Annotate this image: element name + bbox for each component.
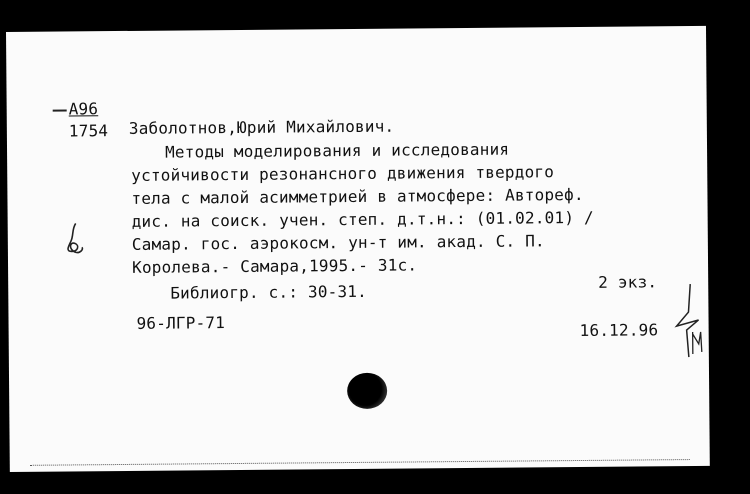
- registration-number: 96-ЛГР-71: [136, 313, 226, 333]
- handwritten-signature-icon: [668, 282, 705, 362]
- stamp-date: 16.12.96: [579, 320, 659, 341]
- copies-count: 2 экз.: [598, 272, 658, 292]
- ink-blot: [347, 373, 387, 409]
- title-line: дис. на соиск. учен. степ. д.т.н.: (01.02.01) /: [131, 207, 594, 231]
- title-line: Методы моделирования и исследования: [164, 139, 510, 162]
- title-line: тела с малой асимметрией в атмосфере: Автореф.: [131, 184, 584, 208]
- author-heading: Заболотнов,Юрий Михайлович.: [128, 116, 395, 138]
- bibliography-note: Библиогр. с.: 30-31.: [170, 281, 368, 303]
- title-line: устойчивости резонансного движения твердого: [131, 162, 555, 185]
- title-line: Самар. гос. аэрокосм. ун-т им. акад. С. П.: [131, 231, 545, 254]
- catalog-card: [6, 26, 710, 472]
- handwritten-mark-icon: [62, 221, 88, 255]
- shelf-code: A96: [68, 99, 99, 119]
- card-bottom-rule: [30, 459, 690, 466]
- call-number: 1754: [68, 121, 109, 141]
- title-line: Королева.- Самара,1995.- 31с.: [131, 255, 418, 277]
- shelf-dash: [53, 109, 67, 111]
